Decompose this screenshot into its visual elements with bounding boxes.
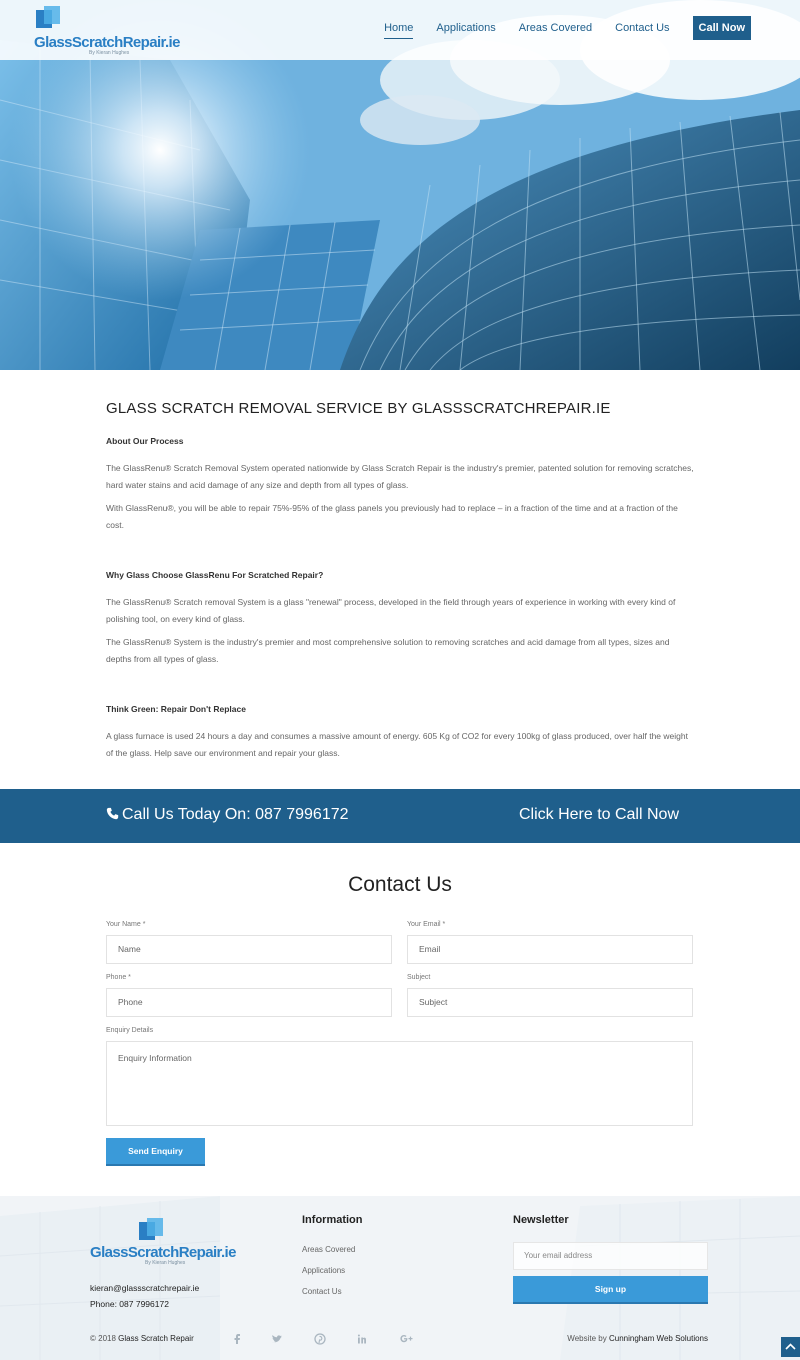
logo-text: GlassScratchRepair.ie bbox=[34, 34, 180, 51]
nav-applications[interactable]: Applications bbox=[436, 22, 496, 34]
footer-link-contact[interactable]: Contact Us bbox=[302, 1287, 342, 1296]
logo-cube-icon bbox=[137, 1216, 165, 1246]
section-paragraph: The GlassRenu® Scratch Removal System operated nationwide by Glass Scratch Repair is the industry's premier, patented solution for removing scratches, hard water stains and acid damage of any size and depth from all types of glass. bbox=[106, 463, 694, 490]
credit-prefix: Website by bbox=[567, 1334, 607, 1343]
enquiry-label: Enquiry Details bbox=[106, 1027, 154, 1034]
logo-tagline: By Kieran Hughes bbox=[145, 1260, 186, 1266]
logo-text: GlassScratchRepair.ie bbox=[90, 1244, 236, 1261]
footer-email[interactable]: kieran@glassscratchrepair.ie bbox=[90, 1283, 200, 1293]
section-about bbox=[106, 436, 696, 534]
subject-label: Subject bbox=[407, 974, 431, 981]
footer-link-applications[interactable]: Applications bbox=[302, 1266, 346, 1275]
arrow-up-icon bbox=[781, 1337, 800, 1357]
call-now-button[interactable]: Call Now bbox=[693, 16, 751, 40]
section-paragraph: A glass furnace is used 24 hours a day and consumes a massive amount of energy. 605 Kg of CO2 for every 100kg of glass produced, over half the weight of the glass. Help save our environment and repair your glass. bbox=[106, 731, 688, 758]
linkedin-icon[interactable] bbox=[355, 1333, 369, 1345]
subject-input[interactable]: Subject bbox=[407, 988, 693, 1017]
footer-logo[interactable] bbox=[90, 1214, 236, 1266]
enquiry-textarea[interactable]: Enquiry Information bbox=[106, 1041, 693, 1126]
section-green bbox=[106, 704, 696, 762]
email-label: Your Email * bbox=[407, 921, 446, 928]
hero-banner bbox=[0, 0, 800, 370]
call-today-link[interactable] bbox=[106, 806, 349, 824]
contact-title: Contact Us bbox=[348, 873, 452, 896]
footer-info-heading: Information bbox=[302, 1214, 363, 1226]
page-title: GLASS SCRATCH REMOVAL SERVICE BY GLASSSCRATCHREPAIR.IE bbox=[106, 400, 611, 417]
twitter-icon[interactable] bbox=[270, 1333, 284, 1345]
footer-link-areas[interactable]: Areas Covered bbox=[302, 1245, 356, 1254]
copyright bbox=[90, 1334, 194, 1343]
main-content bbox=[106, 400, 696, 798]
name-label: Your Name * bbox=[106, 921, 146, 928]
section-paragraph: The GlassRenu® Scratch removal System is a glass "renewal" process, developed in the field through years of experience in working with every kind of polishing tool, on every kind of glass. bbox=[106, 597, 676, 624]
section-why bbox=[106, 570, 696, 668]
email-input[interactable]: Email bbox=[407, 935, 693, 964]
footer-phone: Phone: 087 7996172 bbox=[90, 1299, 169, 1309]
pinterest-icon[interactable] bbox=[313, 1333, 327, 1345]
site-header bbox=[0, 0, 800, 60]
phone-input[interactable]: Phone bbox=[106, 988, 392, 1017]
section-paragraph: The GlassRenu® System is the industry's premier and most comprehensive solution to removing scratches and acid damage from all types, sizes and depths from all types of glass. bbox=[106, 637, 670, 664]
send-enquiry-button[interactable]: Send Enquiry bbox=[106, 1138, 205, 1166]
site-credit bbox=[567, 1334, 708, 1343]
section-heading: About Our Process bbox=[106, 436, 184, 446]
scroll-to-top-button[interactable] bbox=[781, 1337, 800, 1357]
call-banner bbox=[0, 789, 800, 843]
nav-areas-covered[interactable]: Areas Covered bbox=[518, 22, 593, 34]
signup-button[interactable]: Sign up bbox=[513, 1276, 708, 1304]
phone-icon bbox=[106, 807, 119, 820]
logo-cube-icon bbox=[34, 4, 62, 34]
footer-newsletter-heading: Newsletter bbox=[513, 1214, 569, 1226]
site-footer bbox=[0, 1196, 800, 1360]
facebook-icon[interactable] bbox=[230, 1333, 244, 1345]
main-nav bbox=[361, 16, 751, 40]
click-to-call-link[interactable]: Click Here to Call Now bbox=[518, 806, 679, 823]
site-logo[interactable] bbox=[34, 4, 180, 56]
newsletter-email-input[interactable]: Your email address bbox=[513, 1242, 708, 1270]
call-today-text: Call Us Today On: 087 7996172 bbox=[122, 806, 349, 823]
section-heading: Think Green: Repair Don't Replace bbox=[106, 704, 246, 714]
phone-label: Phone * bbox=[106, 974, 131, 981]
section-heading: Why Glass Choose GlassRenu For Scratched Repair? bbox=[106, 570, 324, 580]
copyright-name: Glass Scratch Repair bbox=[118, 1334, 194, 1343]
google-plus-icon[interactable] bbox=[399, 1333, 413, 1345]
logo-tagline: By Kieran Hughes bbox=[89, 50, 130, 56]
nav-contact-us[interactable]: Contact Us bbox=[615, 22, 670, 34]
nav-home[interactable]: Home bbox=[384, 18, 413, 39]
credit-link[interactable]: Cunningham Web Solutions bbox=[608, 1334, 708, 1343]
section-paragraph: With GlassRenu®, you will be able to repair 75%-95% of the glass panels you previously had to replace – in a fraction of the time and at a fraction of the cost. bbox=[106, 503, 678, 530]
copyright-year: © 2018 bbox=[90, 1334, 116, 1343]
name-input[interactable]: Name bbox=[106, 935, 392, 964]
